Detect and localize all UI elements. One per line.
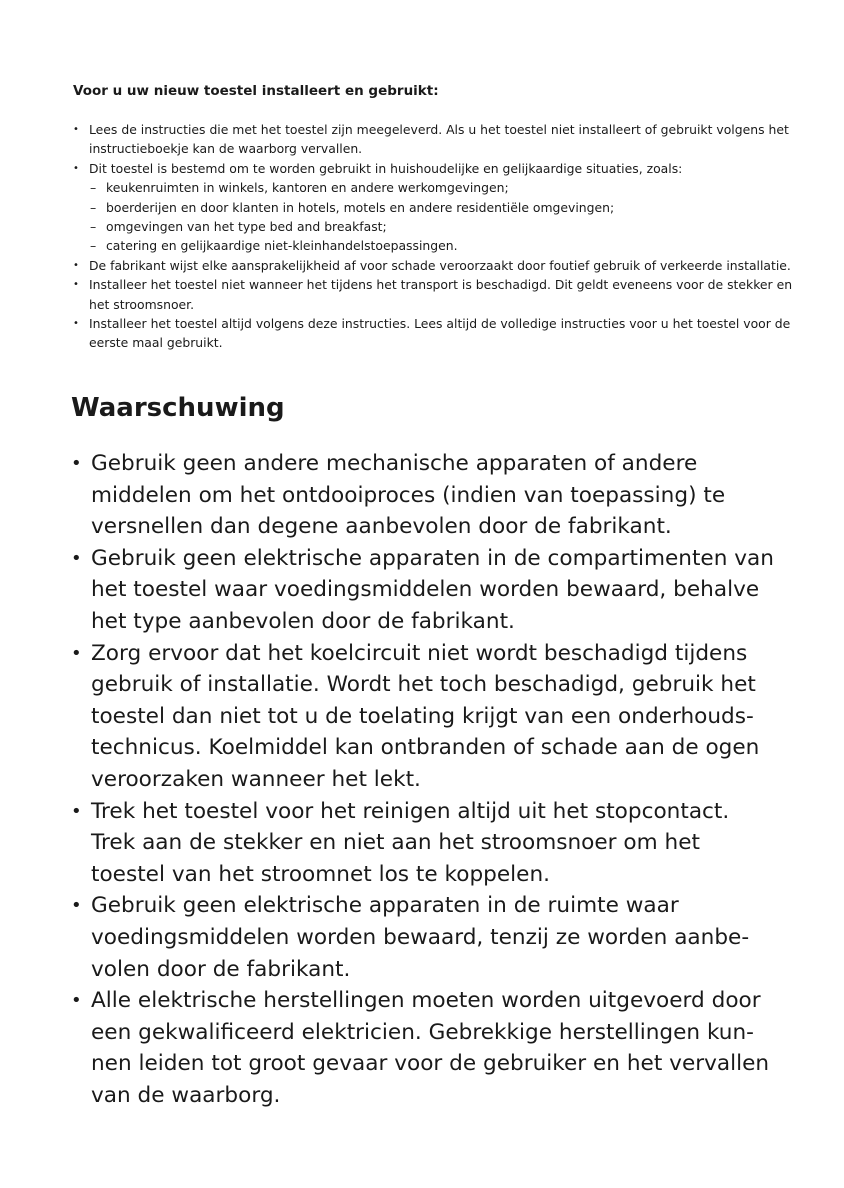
- intro-subitem: [89, 236, 793, 255]
- intro-subitem: [89, 198, 793, 217]
- warning-item: [71, 543, 776, 638]
- intro-item: [73, 159, 793, 256]
- intro-subitem-text: keukenruimten in winkels, kantoren en andere werkomgevingen;: [106, 180, 509, 196]
- intro-sub-list: [89, 178, 793, 256]
- intro-subitem-text: omgevingen van het type bed and breakfast;: [106, 219, 387, 235]
- intro-item-text: De fabrikant wijst elke aansprakelijkheid af voor schade veroorzaakt door foutief gebruik of verkeerde installatie.: [89, 257, 791, 273]
- warning-item: [71, 638, 776, 796]
- bullet-icon: •: [73, 162, 79, 174]
- bullet-icon: •: [71, 895, 82, 917]
- bullet-icon: •: [73, 279, 79, 291]
- warning-item: [71, 985, 776, 1111]
- intro-item: [73, 120, 793, 159]
- warning-item-text: Gebruik geen elektrische apparaten in de ruimte waar voedingsmiddelen worden bewaard, tenzij ze worden aanbe-volen door de fabrikant.: [91, 893, 750, 982]
- intro-item: [73, 256, 793, 275]
- intro-heading: Voor u uw nieuw toestel installeert en gebruikt:: [73, 83, 439, 99]
- bullet-icon: •: [73, 124, 79, 135]
- warning-item-text: Gebruik geen elektrische apparaten in de compartimenten van het toestel waar voedingsmiddelen worden bewaard, behalve het type aanbevolen door de fabrikant.: [91, 545, 774, 634]
- intro-list: [73, 120, 793, 353]
- warning-item-text: Trek het toestel voor het reinigen altijd uit het stopcontact. Trek aan de stekker en niet aan het stroomsnoer om het toestel van het stroomnet los te koppelen.: [91, 798, 730, 887]
- warning-item-text: Gebruik geen andere mechanische apparaten of andere middelen om het ontdooiproces (indien van toepassing) te versnellen dan degene aanbevolen door de fabrikant.: [91, 451, 726, 540]
- warning-item: [71, 890, 776, 985]
- intro-subitem: [89, 178, 793, 197]
- warning-list: [71, 448, 776, 1111]
- intro-item: [73, 275, 793, 314]
- warning-item: [71, 448, 776, 543]
- bullet-icon: •: [71, 547, 82, 569]
- intro-subitem-text: catering en gelijkaardige niet-kleinhandelstoepassingen.: [106, 238, 458, 254]
- intro-subitem-text: boerderijen en door klanten in hotels, motels en andere residentiële omgevingen;: [106, 199, 615, 215]
- bullet-icon: •: [71, 453, 82, 474]
- warning-item-text: Alle elektrische herstellingen moeten worden uitgevoerd door een gekwalificeerd elektricien. Gebrekkige herstellingen kun-nen leiden tot groot gevaar voor de gebruiker en het vervallen van de waarborg.: [91, 988, 770, 1108]
- bullet-icon: •: [73, 259, 79, 271]
- bullet-icon: •: [71, 990, 82, 1012]
- dash-icon: –: [90, 199, 97, 215]
- warning-heading: Waarschuwing: [71, 393, 285, 423]
- dash-icon: –: [90, 219, 97, 235]
- intro-subitem: [89, 217, 793, 236]
- bullet-icon: •: [71, 800, 82, 822]
- intro-item-text: Installeer het toestel altijd volgens deze instructies. Lees altijd de volledige instructies voor u het toestel voor de eerste maal gebruikt.: [89, 316, 791, 351]
- bullet-icon: •: [71, 642, 82, 664]
- dash-icon: –: [90, 180, 97, 196]
- bullet-icon: •: [73, 318, 79, 330]
- warning-item-text: Zorg ervoor dat het koelcircuit niet wordt beschadigd tijdens gebruik of installatie. Wordt het toch beschadigd, gebruik het toestel dan niet tot u de toelating krijgt van een onderhouds-technicus. Koelmiddel kan ontbranden of schade aan de ogen veroorzaken wanneer het lekt.: [91, 640, 760, 792]
- dash-icon: –: [90, 238, 97, 254]
- intro-item: [73, 314, 793, 353]
- intro-item-text: Installeer het toestel niet wanneer het tijdens het transport is beschadigd. Dit geldt eveneens voor de stekker en het stroomsnoer.: [89, 277, 793, 312]
- intro-item-text: Dit toestel is bestemd om te worden gebruikt in huishoudelijke en gelijkaardige situaties, zoals:: [89, 160, 683, 176]
- warning-item: [71, 796, 776, 891]
- intro-item-text: Lees de instructies die met het toestel zijn meegeleverd. Als u het toestel niet installeert of gebruikt volgens het instructieboekje kan de waarborg vervallen.: [89, 122, 789, 157]
